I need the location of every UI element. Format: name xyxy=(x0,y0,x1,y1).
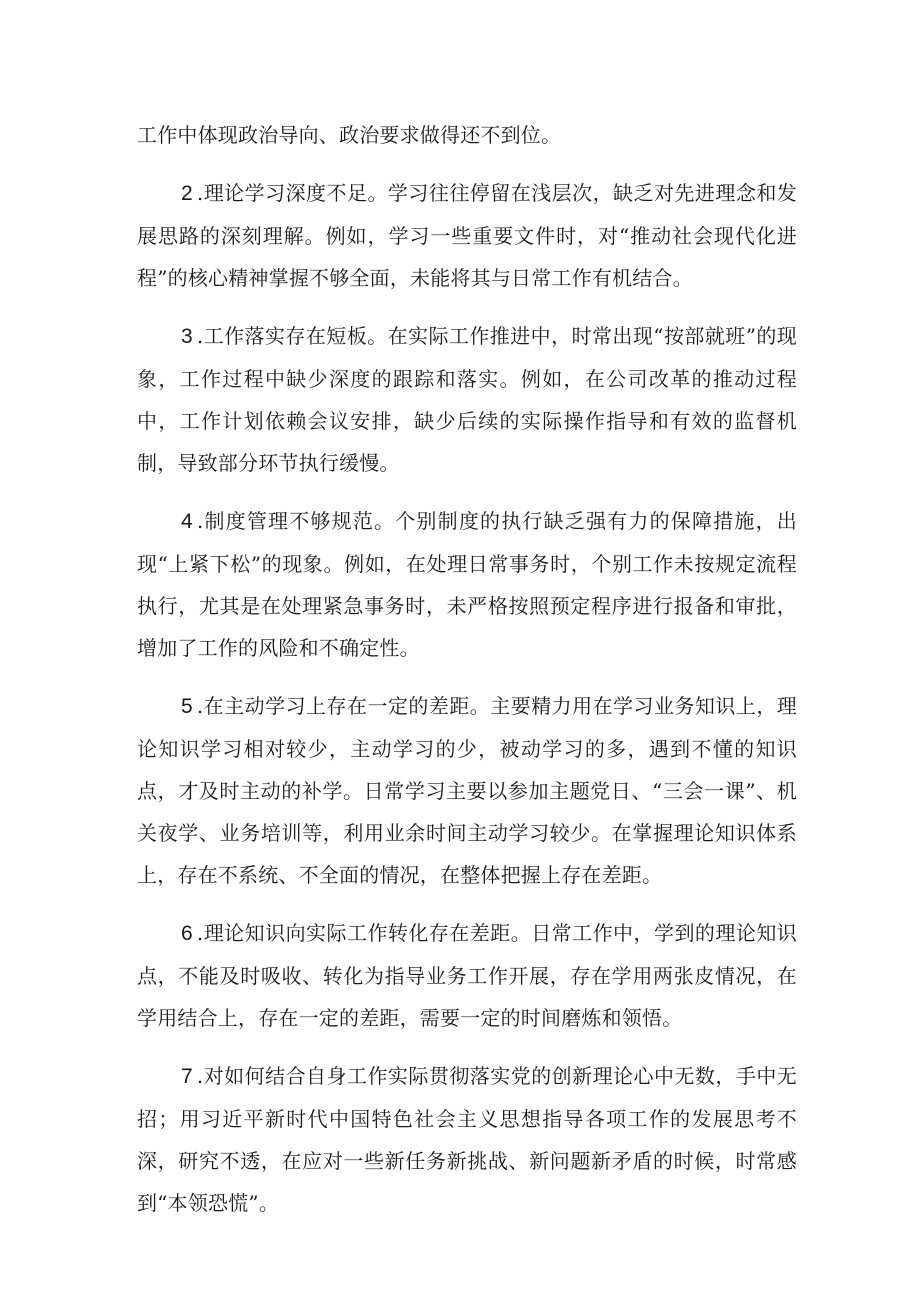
item-number: 2 xyxy=(181,182,193,205)
item-number: 5 xyxy=(181,695,193,718)
item-text: .在主动学习上存在一定的差距。主要精力用在学习业务知识上，理论知识学习相对较少，主动学习的少，被动学习的多，遇到不懂的知识点，才及时主动的补学。日常学习主要以参加主题党日、“三会一课”、机关夜学、业务培训等，利用业余时间主动学习较少。在掌握理论知识体系上，存在不系统、不全面的情况，在整体把握上存在差距。 xyxy=(137,694,797,887)
item-text: .理论学习深度不足。学习往往停留在浅层次，缺乏对先进理念和发展思路的深刻理解。例如，学习一些重要文件时，对“推动社会现代化进程”的核心精神掌握不够全面，未能将其与日常工作有机结合。 xyxy=(137,181,797,290)
list-item-5 xyxy=(137,685,797,896)
item-text: .制度管理不够规范。个别制度的执行缺乏强有力的保障措施，出现“上紧下松”的现象。例如，在处理日常事务时，个别工作未按规定流程执行，尤其是在处理紧急事务时，未严格按照预定程序进行报备和审批，增加了工作的风险和不确定性。 xyxy=(137,509,797,660)
list-item-2 xyxy=(137,172,797,299)
list-item-4 xyxy=(137,500,797,669)
item-text: .理论知识向实际工作转化存在差距。日常工作中，学到的理论知识点，不能及时吸收、转化为指导业务工作开展，存在学用两张皮情况，在学用结合上，存在一定的差距，需要一定的时间磨炼和领悟。 xyxy=(137,921,797,1030)
item-text: .对如何结合自身工作实际贯彻落实党的创新理论心中无数，手中无招；用习近平新时代中国特色社会主义思想指导各项工作的发展思考不深，研究不透，在应对一些新任务新挑战、新问题新矛盾的时候，时常感到“本领恐慌”。 xyxy=(137,1064,797,1215)
document-body xyxy=(137,114,797,1240)
item-number: 3 xyxy=(181,325,193,348)
item-text: .工作落实存在短板。在实际工作推进中，时常出现“按部就班”的现象，工作过程中缺少深度的跟踪和落实。例如，在公司改革的推动过程中，工作计划依赖会议安排，缺少后续的实际操作指导和有效的监督机制，导致部分环节执行缓慢。 xyxy=(137,324,797,475)
continuation-paragraph: 工作中体现政治导向、政治要求做得还不到位。 xyxy=(137,123,562,147)
item-number: 7 xyxy=(181,1065,193,1088)
list-item-7 xyxy=(137,1055,797,1224)
list-item-6 xyxy=(137,912,797,1039)
item-number: 4 xyxy=(181,510,193,533)
list-item-3 xyxy=(137,315,797,484)
item-number: 6 xyxy=(181,922,193,945)
